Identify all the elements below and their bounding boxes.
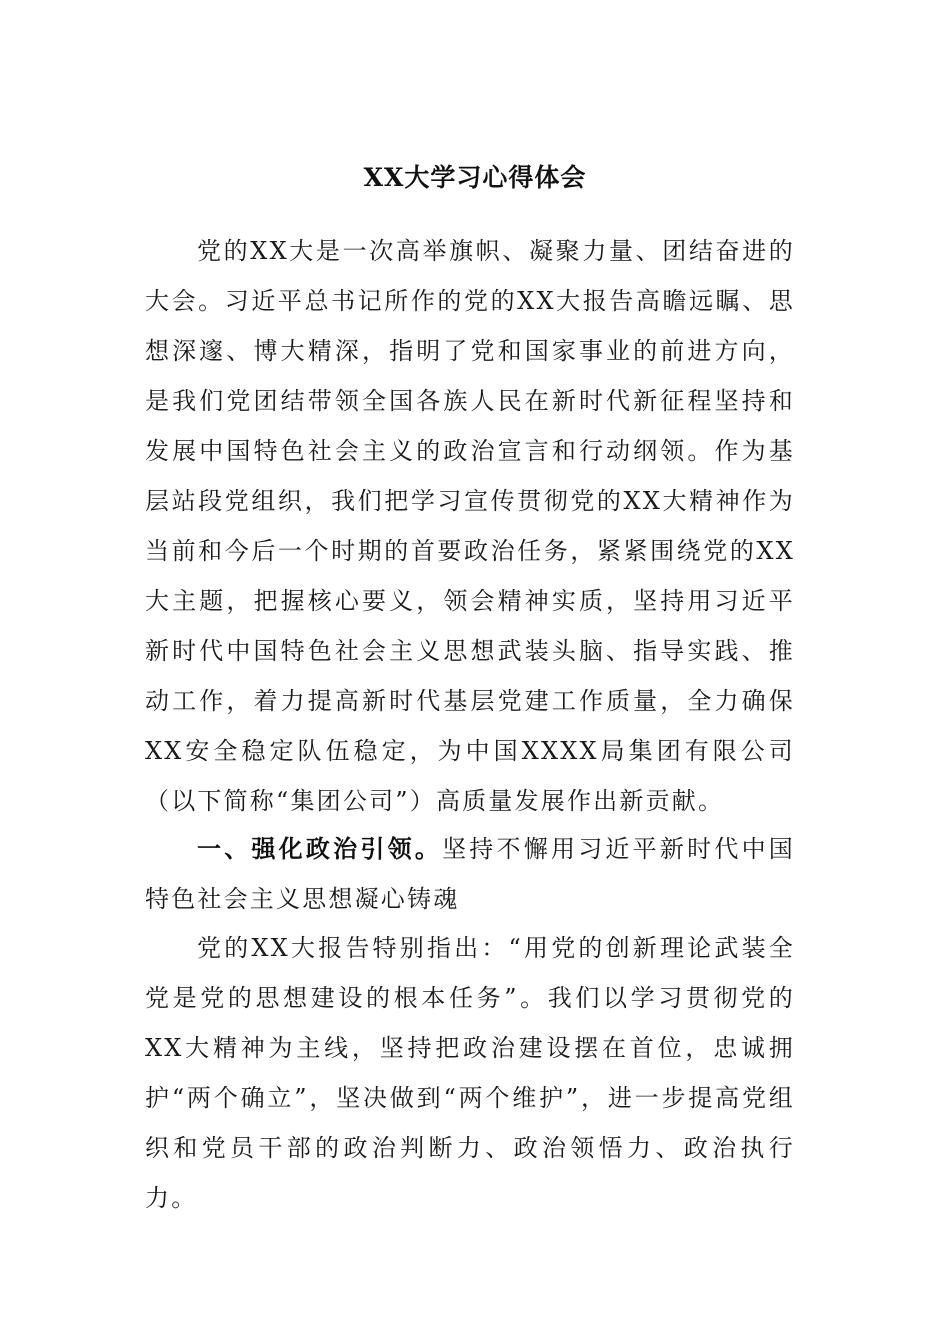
section-one-heading: 一、强化政治引领。 xyxy=(197,834,443,863)
section-one-subtitle: 坚持不懈用习近平新时代中国特色社会主义思想凝心铸魂 xyxy=(145,835,795,913)
document-title: XX大学习心得体会 xyxy=(363,163,587,192)
paragraph-section-one xyxy=(145,824,795,924)
paragraph-section-one-body: 党的XX大报告特别指出：“用党的创新理论武装全党是党的思想建设的根本任务”。我们以学习贯彻党的XX大精神为主线，坚持把政治建设摆在首位，忠诚拥护“两个确立”，坚决做到“两个维护”，进一步提高党组织和党员干部的政治判断力、政治领悟力、政治执行力。 xyxy=(145,934,795,1212)
paragraph-intro: 党的XX大是一次高举旗帜、凝聚力量、团结奋进的大会。习近平总书记所作的党的XX大报告高瞻远瞩、思想深邃、博大精深，指明了党和国家事业的前进方向，是我们党团结带领全国各族人民在新时代新征程坚持和发展中国特色社会主义的政治宣言和行动纲领。作为基层站段党组织，我们把学习宣传贯彻党的XX大精神作为当前和今后一个时期的首要政治任务，紧紧围绕党的XX大主题，把握核心要义，领会精神实质，坚持用习近平新时代中国特色社会主义思想武装头脑、指导实践、推动工作，着力提高新时代基层党建工作质量，全力确保XX安全稳定队伍稳定，为中国XXXX局集团有限公司（以下简称“集团公司”）高质量发展作出新贡献。 xyxy=(145,237,795,815)
